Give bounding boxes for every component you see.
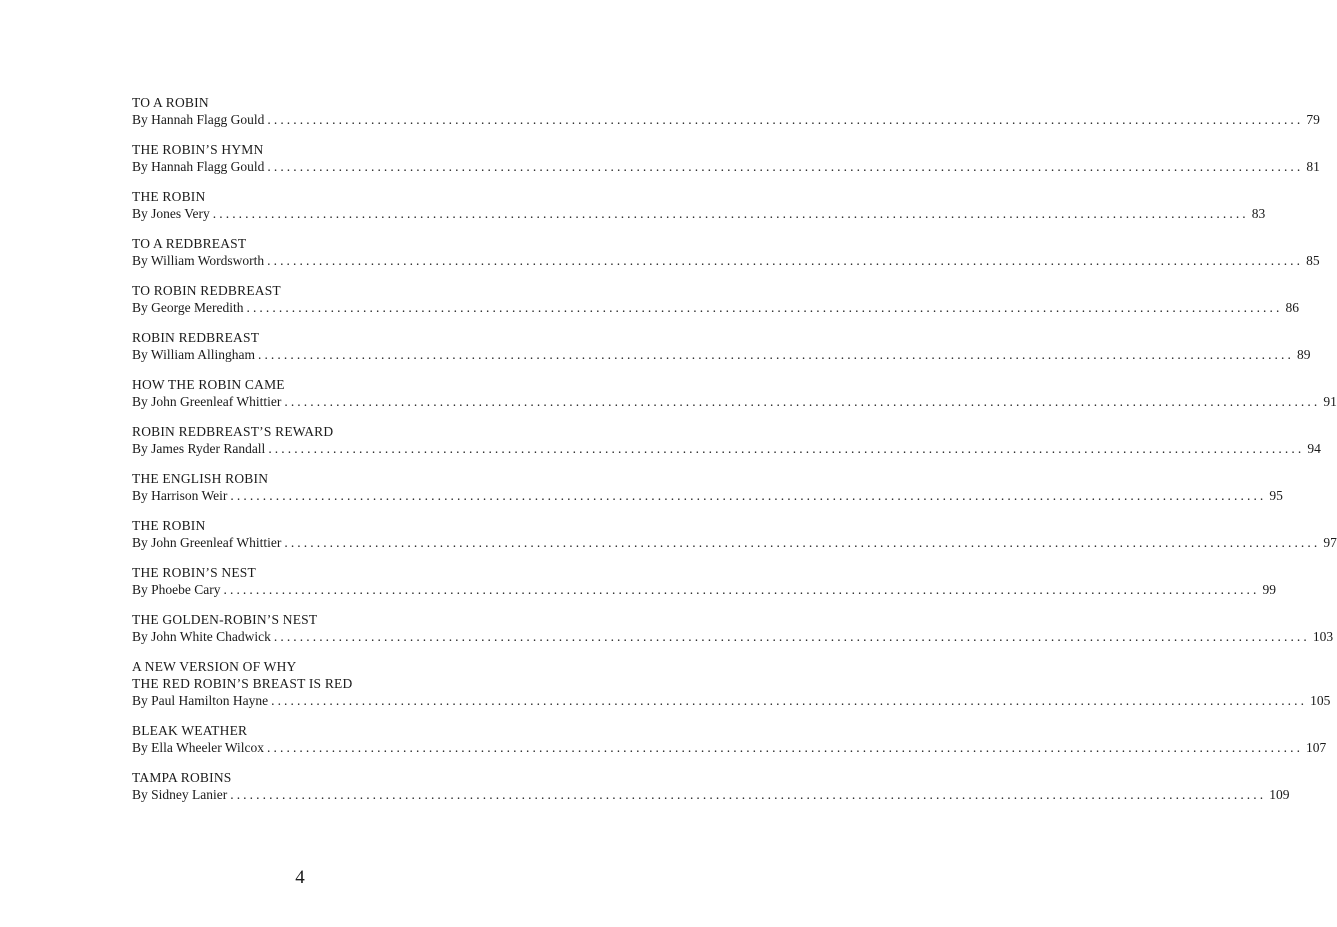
toc-entry: [132, 517, 1337, 552]
toc-entry-title: ROBIN REDBREAST’S REWARD: [132, 424, 334, 439]
toc-entry-title: HOW THE ROBIN CAME: [132, 377, 285, 392]
toc-entry-page: 86: [1285, 300, 1299, 315]
toc-entry-page: 107: [1306, 740, 1327, 755]
dot-leader: ................................................................................................................................................................: [223, 582, 1260, 597]
dot-leader: ................................................................................................................................................................: [284, 394, 1321, 409]
toc-entry-title: THE GOLDEN-ROBIN’S NEST: [132, 612, 318, 627]
toc-entry-author: By Ella Wheeler Wilcox: [132, 740, 265, 755]
toc-entry: [132, 564, 1276, 599]
dot-leader: ................................................................................................................................................................: [284, 535, 1321, 550]
toc-entry: [132, 769, 1290, 804]
toc-entry: [132, 423, 1321, 458]
toc-entry-page: 99: [1262, 582, 1276, 597]
toc-entry-byline: [132, 111, 1320, 129]
toc-entry-page: 79: [1306, 112, 1320, 127]
toc-entry: [132, 376, 1337, 411]
dot-leader: ................................................................................................................................................................: [267, 740, 1304, 755]
toc-entry-title: BLEAK WEATHER: [132, 723, 248, 738]
toc-entry-page: 109: [1269, 787, 1290, 802]
toc-entry-byline: [132, 534, 1337, 552]
toc-entry: [132, 722, 1327, 757]
toc-entry-author: By Hannah Flagg Gould: [132, 112, 265, 127]
toc-entry-author: By William Allingham: [132, 347, 255, 362]
table-of-contents: [132, 94, 1337, 816]
toc-entry-title: TAMPA ROBINS: [132, 770, 232, 785]
toc-entry-byline: [132, 252, 1320, 270]
toc-entry-title: THE RED ROBIN’S BREAST IS RED: [132, 676, 353, 691]
dot-leader: ................................................................................................................................................................: [268, 441, 1305, 456]
toc-entry-author: By Hannah Flagg Gould: [132, 159, 265, 174]
toc-entry-byline: [132, 440, 1321, 458]
toc-entry-author: By Paul Hamilton Hayne: [132, 693, 269, 708]
dot-leader: ................................................................................................................................................................: [257, 347, 1294, 362]
toc-entry-page: 94: [1307, 441, 1321, 456]
toc-entry-page: 89: [1296, 347, 1311, 362]
toc-entry: [132, 188, 1266, 223]
toc-entry-title: TO ROBIN REDBREAST: [132, 283, 281, 298]
toc-entry-page: 95: [1269, 488, 1283, 503]
toc-entry-byline: [132, 299, 1299, 317]
toc-entry-page: 103: [1312, 629, 1334, 644]
toc-entry-page: 81: [1306, 159, 1320, 174]
toc-entry-author: By William Wordsworth: [132, 253, 265, 268]
toc-entry-title: TO A ROBIN: [132, 95, 209, 110]
toc-entry-title: THE ROBIN: [132, 518, 206, 533]
dot-leader: ................................................................................................................................................................: [267, 112, 1304, 127]
dot-leader: ................................................................................................................................................................: [230, 488, 1267, 503]
toc-entry-byline: [132, 628, 1334, 646]
toc-entry-author: By George Meredith: [132, 300, 244, 315]
toc-entry: [132, 235, 1320, 270]
toc-entry-page: 105: [1310, 693, 1331, 708]
toc-entry-author: By John White Chadwick: [132, 629, 271, 644]
toc-entry-page: 91: [1323, 394, 1337, 409]
dot-leader: ................................................................................................................................................................: [267, 159, 1304, 174]
toc-entry: [132, 141, 1320, 176]
toc-entry-author: By Harrison Weir: [132, 488, 228, 503]
page-number: 4: [295, 867, 305, 888]
toc-entry-author: By John Greenleaf Whittier: [132, 535, 282, 550]
toc-entry-byline: [132, 581, 1276, 599]
toc-entry-author: By Phoebe Cary: [132, 582, 221, 597]
toc-entry-byline: [132, 692, 1331, 710]
toc-entry-byline: [132, 393, 1337, 411]
toc-entry-byline: [132, 786, 1290, 804]
dot-leader: ................................................................................................................................................................: [271, 693, 1308, 708]
toc-entry-byline: [132, 205, 1266, 223]
toc-entry-author: By Sidney Lanier: [132, 787, 228, 802]
dot-leader: ................................................................................................................................................................: [267, 253, 1304, 268]
dot-leader: ................................................................................................................................................................: [212, 206, 1249, 221]
toc-entry-page: 85: [1306, 253, 1320, 268]
toc-entry: [132, 94, 1320, 129]
toc-entry-author: By Jones Very: [132, 206, 210, 221]
toc-entry-byline: [132, 739, 1327, 757]
toc-entry: [132, 658, 1331, 710]
toc-entry: [132, 611, 1334, 646]
toc-entry-title: THE ENGLISH ROBIN: [132, 471, 269, 486]
toc-entry-page: 83: [1251, 206, 1266, 221]
toc-entry-byline: [132, 346, 1311, 364]
toc-entry-title: A NEW VERSION OF WHY: [132, 659, 297, 674]
toc-entry: [132, 470, 1283, 505]
toc-entry-title: THE ROBIN: [132, 189, 206, 204]
toc-entry: [132, 329, 1311, 364]
toc-entry-title: TO A REDBREAST: [132, 236, 247, 251]
toc-entry-page: 97: [1323, 535, 1337, 550]
toc-entry-title: THE ROBIN’S NEST: [132, 565, 256, 580]
toc-entry: [132, 282, 1299, 317]
toc-entry-title: ROBIN REDBREAST: [132, 330, 260, 345]
toc-entry-byline: [132, 487, 1283, 505]
toc-entry-title: THE ROBIN’S HYMN: [132, 142, 264, 157]
toc-entry-author: By James Ryder Randall: [132, 441, 266, 456]
dot-leader: ................................................................................................................................................................: [230, 787, 1267, 802]
toc-entry-author: By John Greenleaf Whittier: [132, 394, 282, 409]
dot-leader: ................................................................................................................................................................: [273, 629, 1310, 644]
dot-leader: ................................................................................................................................................................: [246, 300, 1283, 315]
toc-entry-byline: [132, 158, 1320, 176]
